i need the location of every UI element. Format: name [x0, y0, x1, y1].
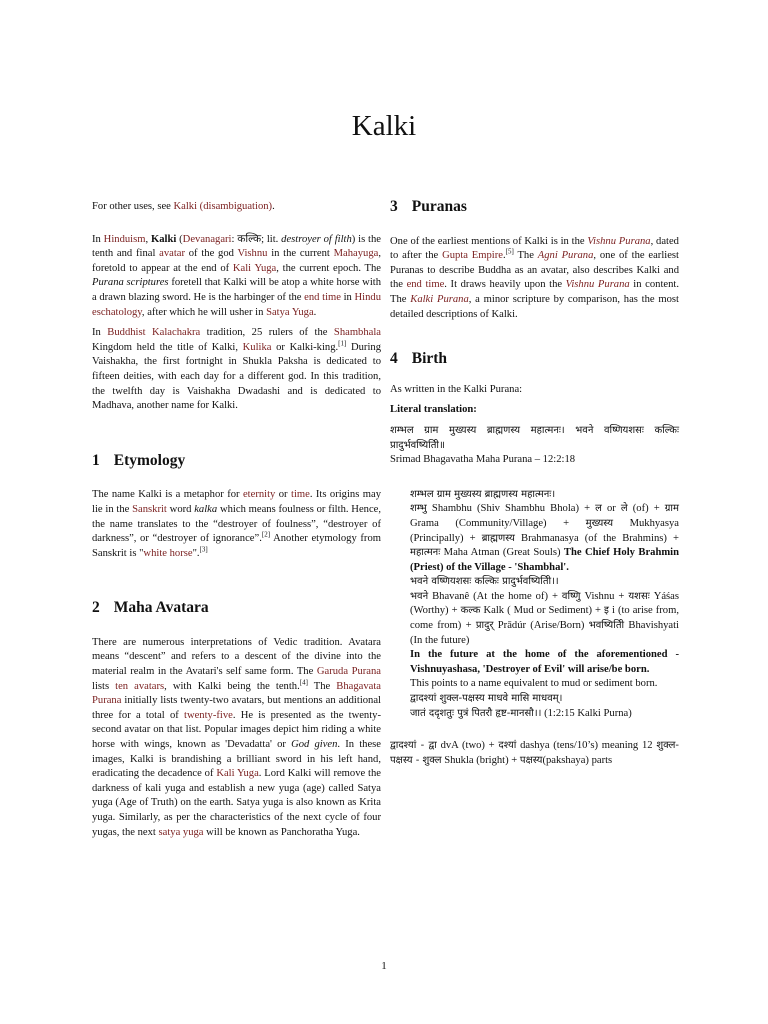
text-run: इ: [604, 605, 609, 617]
citation-ref[interactable]: [4]: [299, 678, 308, 687]
text-run: Grama (Community/Village) +: [410, 517, 586, 529]
text-link[interactable]: Mahayuga: [333, 248, 379, 260]
text-run: Purana scriptures: [92, 277, 169, 289]
etymology-heading: 1 Etymology: [92, 451, 186, 469]
text-link[interactable]: end time: [406, 279, 445, 291]
text-run: will be known as Panchoratha Yuga.: [203, 826, 360, 838]
text-run: ब्राह्मणस्य: [481, 532, 515, 544]
text-run: , after which he will usher in: [141, 306, 267, 318]
text-run: महात्मनः: [410, 547, 441, 559]
disambiguation-link[interactable]: Kalki (disambiguation): [173, 201, 273, 212]
text-link[interactable]: white horse: [143, 547, 193, 559]
text-link[interactable]: Shambhala: [333, 327, 381, 339]
text-link[interactable]: Satya Yuga: [266, 306, 314, 318]
text-run: Kingdom held the title of Kalki,: [92, 341, 243, 353]
text-run: . In these images, Kalki is brandishing a brilliant sword in his left hand, eradicating the decadence of: [92, 739, 381, 780]
text-run: Bhavanê (At the home of) +: [428, 590, 562, 602]
text-run: शम्भु: [410, 503, 427, 515]
text-run: शम्भल ग्राम मुख्यस्य ब्राह्मणस्य महात्मनः।: [410, 488, 556, 500]
text-run: in: [340, 291, 355, 303]
text-link[interactable]: avatar: [159, 248, 186, 260]
text-run: foretell that Kalki will be atop a white horse with a drawn blazing sword. He is the harbinger of the: [92, 277, 381, 303]
text-run: . It draws heavily upon the: [444, 279, 566, 291]
text-run: ल: [595, 503, 602, 515]
text-run: The name Kalki is a metaphor for: [92, 489, 243, 501]
text-link[interactable]: Devanagari: [182, 233, 232, 245]
text-link[interactable]: Kulika: [242, 341, 272, 353]
text-run: Bhavishyati (In the future): [410, 620, 679, 646]
intro-paragraph-2: [92, 326, 381, 414]
birth-literal-label: Literal translation:: [390, 404, 477, 416]
text-run: प्रादुर्: [475, 620, 494, 632]
text-run: In the future at the home of the aforementioned - Vishnuyashasa, 'Destroyer of Evil' will arise/be born.: [410, 649, 679, 675]
text-run: भवने वष्णियशसः कल्किः प्रादुर्भवष्यितीि।।: [410, 576, 559, 588]
text-run: द्वादश्यां - द्वा: [390, 740, 437, 752]
text-link[interactable]: Kalki Purana: [410, 293, 469, 305]
text-link[interactable]: Bhagavata Purana: [92, 680, 382, 707]
text-link[interactable]: Kali Yuga: [232, 262, 277, 274]
citation-ref[interactable]: [3]: [199, 545, 208, 554]
text-run: This points to a name equivalent to mud or sediment born.: [410, 678, 658, 690]
birth-verse: शम्भल ग्राम मुख्यस्य ब्राह्मणस्य महात्मनः। भवने वष्णियशसः कल्किः प्रादुर्भवष्यितीि॥: [390, 424, 679, 451]
text-run: ) is the tenth and final: [92, 233, 381, 260]
text-link[interactable]: Vishnu: [237, 248, 268, 260]
text-run: The: [307, 680, 337, 692]
text-link[interactable]: Vishnu Purana: [587, 235, 651, 247]
intro-paragraph-1: [92, 233, 381, 321]
text-run: , the current epoch. The: [276, 262, 382, 274]
text-run: जातं ददृशतुः पुत्रं पितरौ हृष्ट-मानसौ।।: [410, 707, 542, 719]
text-run: (: [176, 233, 183, 245]
right-column: [390, 200, 679, 774]
text-link[interactable]: Garuda Purana: [316, 666, 381, 678]
breakdown-line-5: [410, 648, 679, 677]
breakdown-line-6: [410, 677, 679, 692]
maha-avatara-paragraph: [92, 636, 381, 840]
text-run: (of) +: [627, 503, 665, 515]
puranas-heading: 3 Puranas: [390, 198, 467, 215]
text-run: शुक्ल-पक्षस्य - शुक्ल: [390, 740, 679, 766]
citation-ref[interactable]: [2]: [261, 530, 271, 539]
text-run: Shambhu (Shiv Shambhu Bhola) +: [426, 503, 596, 515]
text-link[interactable]: Vishnu Purana: [565, 279, 630, 291]
birth-source: Srimad Bhagavatha Maha Purana – 12:2:18: [390, 454, 576, 466]
text-run: kalka: [194, 503, 218, 515]
text-run: lists: [92, 680, 116, 692]
text-run: Kalk ( Mud or Sediment) +: [480, 605, 605, 617]
text-run: Maha Atman (Great Souls): [440, 547, 564, 559]
text-run: which means foulness or filth. Hence, the name translates to the “destroyer of foulness”, “destroyer of darkness”, or “destroyer of ignorance”.: [92, 503, 382, 545]
text-run: dashya (tens/10’s) meaning 12: [516, 740, 657, 752]
text-run: During Vaishakha, the first fortnight in Shukla Paksha is dedicated to fifteen deities, with each day for a different god. In this tradition, the twelfth day is Vaishakha Dwadashi and is dedicated to Madhava, another name for Kalki.: [92, 341, 381, 412]
text-run: tradition, 25 rulers of the: [200, 327, 334, 339]
breakdown-line-8: [410, 707, 679, 722]
left-column: [92, 200, 381, 846]
text-run: कल्क: [460, 605, 481, 617]
text-run: वष्णिु: [561, 590, 581, 602]
text-link[interactable]: Agni Purana: [537, 250, 594, 262]
text-run: . Lord Kalki will remove the darkness of kali yuga and establish a new yuga (age) called Satya yuga (Age of Truth) on the earth. Satya yuga is also known as Krita yuga. Similarly, as per the characteristics of the next cycle of four yugas, the next: [92, 768, 381, 838]
text-run: or Kalki-king.: [271, 341, 339, 353]
text-run: dvA (two) +: [436, 740, 499, 752]
text-run: . Its origins may lie in the: [92, 489, 381, 515]
text-run: पक्षस्य: [519, 754, 543, 766]
text-run: Kalki: [150, 233, 177, 245]
text-link[interactable]: Hinduism: [103, 233, 146, 245]
text-run: , one of the earliest Puranas to describe Buddha as an avatar, also describes Kalki and the: [390, 250, 679, 291]
text-link[interactable]: ten avatars: [115, 680, 165, 692]
text-run: , with Kalki being the tenth.: [164, 680, 300, 692]
text-run: ,: [145, 233, 151, 245]
text-run: (pakshaya) parts: [542, 754, 613, 766]
citation-ref[interactable]: [5]: [505, 247, 514, 256]
breakdown-line-4: [410, 590, 679, 648]
text-link[interactable]: Kali Yuga: [216, 768, 259, 780]
text-run: word: [166, 503, 195, 515]
text-link[interactable]: Buddhist Kalachakra: [107, 327, 201, 339]
text-link[interactable]: eternity: [242, 489, 276, 501]
birth-written: As written in the Kalki Purana:: [390, 383, 523, 395]
text-run: भवष्यितीि: [588, 620, 625, 632]
text-link[interactable]: end time: [304, 291, 341, 303]
breakdown-line-2: [410, 502, 679, 575]
text-run: in content. The: [390, 279, 679, 305]
text-run: The: [513, 250, 538, 262]
birth-verse-breakdown: [390, 488, 679, 722]
text-run: Prādúr (Arise/Born): [493, 620, 589, 632]
birth-heading: 4 Birth: [390, 350, 448, 368]
text-run: The Chief Holy Brahmin (Priest) of the Village - 'Shambhal'.: [410, 547, 679, 573]
breakdown-line-7: [410, 692, 679, 707]
text-run: : कल्कि; lit.: [231, 233, 282, 245]
hatnote: For other uses, see Kalki (disambiguation).: [92, 201, 275, 212]
text-run: destroyer of filth: [281, 233, 352, 245]
text-run: In: [92, 327, 108, 339]
text-run: ग्राम: [664, 503, 679, 515]
breakdown-line-1: [410, 488, 679, 503]
puranas-paragraph: [390, 235, 679, 323]
text-link[interactable]: satya yuga: [158, 826, 204, 838]
text-run: Yáśas (Worthy) +: [410, 590, 679, 617]
text-run: One of the earliest mentions of Kalki is in the: [390, 235, 588, 247]
text-run: In: [92, 233, 104, 245]
text-run: of the god: [185, 248, 238, 260]
text-run: i (to arise from, come from) +: [410, 605, 679, 632]
text-run: , foretold to appear at the end of: [92, 248, 381, 274]
maha-avatara-heading: 2 Maha Avatara: [92, 599, 209, 617]
text-run: द्वादश्यां शुक्ल-पक्षस्य माधवे मासि माधवम्।: [410, 693, 563, 705]
text-run: दश्यां: [498, 740, 517, 752]
text-run: Brahmanasya (of the Brahmins) +: [514, 532, 679, 544]
text-run: . He is presented as the twenty-second avatar on that list. Popular images depict him riding a white horse with wings, known as 'Devadatta' or: [92, 709, 381, 751]
text-link[interactable]: Sanskrit: [132, 503, 167, 515]
text-run: or: [601, 503, 621, 515]
text-link[interactable]: Hindu eschatology: [92, 291, 381, 318]
breakdown-line-3: [410, 575, 679, 590]
text-run: ".: [192, 547, 200, 559]
page-title: Kalki: [351, 110, 417, 142]
citation-ref[interactable]: [1]: [338, 339, 347, 348]
text-run: initially lists twenty-two avatars, but mentions an additional three for a total of: [92, 695, 381, 721]
etymology-paragraph: [92, 488, 381, 561]
text-run: भवने: [410, 590, 429, 602]
text-run: in the current: [267, 248, 334, 260]
birth-last-paragraph: [390, 739, 679, 768]
text-run: यशसः: [628, 590, 650, 602]
text-run: There are numerous interpretations of Vedic tradition. Avatara means “descent” and refers to a descent of the divine into the material realm in the Avatari's self same form. The: [92, 636, 381, 678]
text-run: .: [502, 250, 506, 262]
text-run: मुख्यस्य: [585, 517, 613, 529]
text-run: Another etymology from Sanskrit is ": [92, 533, 381, 559]
text-run: (1:2:15 Kalki Purna): [541, 707, 632, 719]
text-run: .: [313, 306, 317, 318]
text-link[interactable]: twenty-five: [184, 709, 233, 721]
text-run: , dated to after the: [390, 235, 679, 262]
page-number: 1: [381, 960, 387, 972]
text-run: or: [275, 489, 291, 501]
text-run: God given: [291, 739, 338, 751]
text-run: Vishnu +: [580, 590, 629, 602]
text-run: Mukhyasya (Principally) +: [410, 517, 679, 544]
text-link[interactable]: Gupta Empire: [442, 250, 503, 262]
text-run: , a minor scripture by comparison, has the most detailed descriptions of Kalki.: [390, 293, 679, 320]
text-run: Shukla (bright) +: [441, 754, 520, 766]
text-link[interactable]: time: [291, 489, 310, 501]
text-run: ले: [620, 503, 628, 515]
